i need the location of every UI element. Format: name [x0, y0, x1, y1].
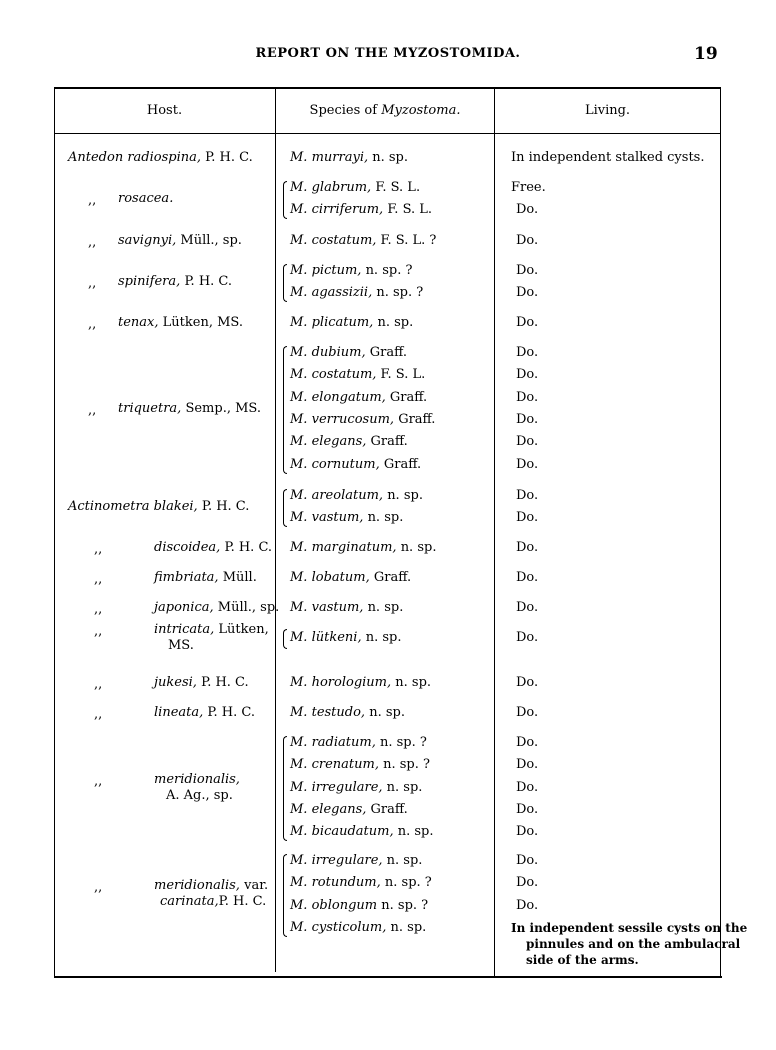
ditto-mark: ,,	[88, 235, 97, 250]
host-line	[154, 600, 279, 616]
species-entry	[290, 898, 428, 914]
host-species: triquetra,	[118, 400, 182, 416]
species-authority: n. sp.	[387, 488, 423, 503]
species-genus: M.	[290, 434, 308, 450]
living-entry: In independent stalked cysts.	[511, 150, 705, 165]
species-authority: Graff.	[398, 411, 436, 427]
species-name: lobatum,	[311, 570, 370, 585]
living-entry: Do.	[516, 735, 539, 750]
species-genus: M.	[290, 180, 308, 195]
host-line	[154, 540, 272, 556]
living-entry: Do.	[516, 875, 539, 891]
ditto-mark: ,,	[94, 880, 103, 896]
species-genus: M.	[290, 345, 308, 360]
species-entry	[290, 824, 434, 840]
host-authority: A. Ag., sp.	[166, 787, 233, 803]
species-genus: M.	[290, 801, 308, 817]
species-genus: M.	[290, 705, 308, 720]
host-species: rosacea.	[118, 191, 174, 207]
living-entry: Do.	[516, 456, 539, 472]
host-cell	[118, 191, 173, 207]
host-authority: P. H. C.	[207, 705, 255, 720]
species-name: murrayi,	[311, 150, 369, 165]
host-cell	[68, 150, 253, 166]
living-entry: pinnules and on the ambulacral	[526, 936, 741, 951]
species-authority: Graff.	[373, 570, 412, 585]
host-line-2	[154, 788, 240, 804]
column-header-species: Species of Myzostoma.	[309, 103, 461, 118]
species-authority: Graff.	[370, 434, 408, 450]
host-species: meridionalis,	[154, 878, 240, 894]
species-authority: Graff.	[389, 389, 428, 405]
species-name: cysticolum,	[311, 919, 387, 935]
living-entry: Do.	[516, 824, 539, 840]
species-genus: M.	[290, 570, 308, 585]
living-entry: Do.	[516, 801, 539, 817]
species-entry	[290, 540, 436, 556]
species-genus: M.	[290, 875, 308, 891]
host-authority: P. H. C.	[201, 499, 250, 515]
species-authority: n. sp.	[369, 705, 405, 720]
species-entry	[290, 488, 423, 504]
species-authority: Graff.	[369, 345, 408, 360]
living-entry: Do.	[516, 630, 539, 645]
species-name: rotundum,	[311, 875, 381, 891]
host-authority: P. H. C.	[224, 540, 273, 555]
column-header-host: Host.	[146, 103, 183, 118]
host-authority: P. H. C.	[205, 150, 253, 165]
group-brace	[283, 854, 287, 937]
species-genus: M.	[290, 510, 308, 526]
species-name: lütkeni,	[311, 630, 362, 645]
species-authority: n. sp. ?	[383, 757, 430, 773]
species-name: elegans,	[311, 801, 367, 817]
ditto-mark: ,,	[88, 276, 97, 292]
running-header: REPORT ON THE MYZOSTOMIDA.	[255, 46, 521, 61]
species-entry	[290, 853, 422, 869]
species-name: radiatum,	[311, 735, 376, 750]
species-genus: M.	[290, 488, 308, 503]
species-genus: M.	[290, 263, 308, 278]
host-genus-species: Actinometra blakei,	[68, 499, 198, 515]
ditto-mark: ,,	[94, 677, 103, 692]
species-entry	[290, 202, 432, 218]
col-divider-1	[275, 87, 276, 972]
species-name: vastum,	[311, 510, 364, 526]
host-species: spinifera,	[118, 274, 181, 290]
species-genus: M.	[290, 367, 308, 383]
species-entry	[290, 757, 430, 773]
right-border	[720, 87, 721, 976]
table-top-rule	[54, 87, 720, 89]
species-entry	[290, 675, 431, 691]
living-entry: Do.	[516, 263, 539, 278]
host-authority: P. H. C.	[201, 675, 249, 690]
species-authority: n. sp.	[372, 150, 409, 165]
living-entry: Do.	[516, 897, 539, 913]
living-entry: In independent sessile cysts on the	[511, 920, 748, 935]
living-entry: Do.	[516, 705, 539, 720]
living-entry: Do.	[516, 315, 539, 330]
living-entry: Do.	[516, 853, 539, 868]
host-genus-species: Antedon radiospina,	[68, 150, 202, 165]
living-entry: Do.	[516, 202, 539, 218]
host-line	[118, 401, 261, 417]
ditto-mark: ,,	[94, 572, 103, 587]
host-line-2	[154, 894, 268, 910]
host-cell	[154, 675, 249, 691]
ditto-mark: ,,	[94, 542, 103, 557]
host-species: lineata,	[154, 705, 204, 720]
group-brace	[283, 264, 287, 302]
host-line	[154, 878, 268, 894]
group-brace	[283, 629, 287, 649]
host-authority: Müll., sp.	[217, 600, 280, 615]
species-authority: F. S. L. ?	[380, 233, 437, 248]
species-authority: n. sp.	[386, 779, 423, 795]
host-authority: P. H. C.	[218, 894, 267, 910]
species-entry	[290, 705, 405, 721]
host-cell	[154, 570, 257, 586]
species-entry	[290, 570, 411, 586]
living-entry: Do.	[516, 411, 539, 427]
species-genus: M.	[290, 824, 308, 840]
host-species: japonica,	[154, 600, 214, 615]
host-line	[118, 191, 173, 207]
host-authority: P. H. C.	[184, 274, 233, 290]
living-entry: Do.	[516, 233, 539, 248]
species-entry	[290, 180, 420, 196]
species-name: costatum,	[311, 233, 377, 248]
species-name: dubium,	[311, 345, 366, 360]
ditto-mark: ,,	[94, 773, 103, 789]
species-entry	[290, 735, 427, 751]
species-name: testudo,	[311, 705, 366, 720]
species-name: cirriferum,	[311, 202, 384, 218]
living-entry: Do.	[516, 757, 539, 773]
host-cell	[118, 233, 242, 249]
ditto-mark: ,,	[94, 624, 103, 639]
header-rule	[54, 133, 720, 134]
species-genus: M.	[290, 600, 308, 615]
species-name: vastum,	[311, 600, 364, 615]
host-authority: Semp., MS.	[185, 400, 261, 416]
living-entry: Free.	[511, 180, 546, 195]
group-brace	[283, 736, 287, 841]
host-species: discoidea,	[154, 540, 221, 555]
species-entry	[290, 434, 408, 450]
host-line	[154, 570, 257, 586]
species-entry	[290, 315, 413, 331]
living-entry: Do.	[516, 540, 539, 555]
species-name: agassizii,	[311, 285, 373, 301]
species-genus: M.	[290, 630, 308, 645]
species-genus: M.	[290, 233, 308, 248]
species-entry	[290, 630, 402, 646]
species-genus: M.	[290, 389, 308, 405]
species-genus: M.	[290, 411, 308, 427]
host-line	[118, 233, 242, 249]
host-cell	[154, 600, 279, 616]
host-line	[118, 315, 243, 331]
species-authority: n. sp. ?	[365, 263, 413, 278]
species-authority: n. sp.	[367, 510, 404, 526]
species-name: irregulare,	[311, 853, 383, 868]
living-entry: side of the arms.	[526, 952, 639, 967]
host-species: savignyi,	[118, 233, 177, 248]
species-authority: n. sp.	[365, 630, 402, 645]
species-name: irregulare,	[311, 779, 383, 795]
species-name: cornutum,	[311, 456, 380, 472]
species-authority: n. sp.	[367, 600, 404, 615]
ditto-mark: ,,	[94, 707, 103, 722]
species-entry	[290, 367, 425, 383]
species-authority: Graff.	[370, 801, 408, 817]
species-name: costatum,	[311, 367, 377, 383]
living-entry: Do.	[516, 389, 539, 405]
species-name: marginatum,	[311, 540, 397, 555]
species-authority: n. sp. ?	[384, 875, 432, 891]
species-genus: M.	[290, 919, 308, 935]
species-genus: M.	[290, 456, 308, 472]
ditto-mark: ,,	[88, 193, 97, 209]
host-cell	[118, 315, 243, 331]
host-authority: Müll., sp.	[180, 233, 242, 248]
species-entry	[290, 457, 421, 473]
species-name: horologium,	[311, 675, 392, 690]
host-cell	[68, 499, 249, 515]
table-bottom-rule	[54, 976, 722, 978]
species-genus: M.	[290, 150, 308, 165]
species-entry	[290, 263, 412, 279]
species-name: verrucosum,	[311, 411, 395, 427]
species-genus: M.	[290, 675, 308, 690]
species-authority: Graff.	[383, 456, 422, 472]
living-entry: Do.	[516, 570, 539, 585]
species-entry	[290, 920, 426, 936]
group-brace	[283, 346, 287, 474]
living-entry: Do.	[516, 510, 539, 526]
host-authority: Müll.	[222, 570, 257, 585]
ditto-mark: ,,	[88, 402, 97, 418]
page-number: 19	[694, 44, 718, 64]
host-species: fimbriata,	[154, 570, 219, 585]
species-genus: M.	[290, 285, 308, 301]
ditto-mark: ,,	[94, 602, 103, 617]
species-authority: n. sp. ?	[381, 897, 429, 913]
species-entry	[290, 510, 403, 526]
host-cell	[154, 772, 240, 804]
species-name: crenatum,	[311, 757, 379, 773]
group-brace	[283, 181, 287, 219]
host-cell	[154, 622, 269, 654]
host-cell	[154, 705, 255, 721]
column-header-living: Living.	[584, 103, 631, 118]
species-entry	[290, 345, 407, 361]
living-entry: Do.	[516, 675, 539, 690]
host-species: intricata,	[154, 622, 215, 637]
living-entry: Do.	[516, 345, 539, 360]
species-entry	[290, 875, 432, 891]
host-variety: carinata,	[160, 894, 219, 910]
host-species: tenax,	[118, 315, 159, 330]
host-cell	[118, 401, 261, 417]
ditto-mark: ,,	[88, 317, 97, 332]
species-entry	[290, 233, 436, 249]
species-name: oblongum	[311, 897, 378, 913]
species-authority: n. sp.	[400, 540, 437, 555]
species-name: elegans,	[311, 434, 367, 450]
species-authority: n. sp.	[377, 315, 414, 330]
species-genus: M.	[290, 315, 308, 330]
species-genus: M.	[290, 897, 308, 913]
species-authority: n. sp. ?	[376, 285, 424, 301]
host-authority: Lütken,	[218, 622, 269, 637]
living-entry: Do.	[516, 367, 539, 383]
col-divider-2	[494, 87, 495, 976]
living-entry: Do.	[516, 488, 539, 503]
host-line-2	[154, 638, 269, 654]
species-genus: M.	[290, 540, 308, 555]
species-entry	[290, 285, 423, 301]
host-authority: MS.	[168, 638, 194, 653]
living-entry: Do.	[516, 600, 539, 615]
host-species: jukesi,	[154, 675, 197, 690]
host-species: meridionalis,	[154, 771, 240, 787]
species-name: areolatum,	[311, 488, 384, 503]
species-name: elongatum,	[311, 389, 386, 405]
species-genus: M.	[290, 779, 308, 795]
species-authority: n. sp.	[386, 853, 423, 868]
species-authority: F. S. L.	[380, 367, 426, 383]
species-genus: M.	[290, 202, 308, 218]
host-line	[154, 772, 240, 788]
host-line	[118, 274, 232, 290]
host-cell	[118, 274, 232, 290]
host-cell	[154, 878, 268, 910]
species-authority: F. S. L.	[375, 180, 421, 195]
host-authority: var.	[244, 878, 269, 894]
species-authority: n. sp.	[390, 919, 427, 935]
species-entry	[290, 150, 408, 166]
left-border	[54, 87, 55, 976]
species-name: bicaudatum,	[311, 824, 394, 840]
host-line	[154, 622, 269, 638]
species-genus: M.	[290, 757, 308, 773]
living-entry: Do.	[516, 434, 539, 450]
group-brace	[283, 489, 287, 527]
species-entry	[290, 600, 403, 616]
species-name: pictum,	[311, 263, 362, 278]
species-entry	[290, 780, 422, 796]
host-line	[154, 705, 255, 721]
species-entry	[290, 412, 435, 428]
species-authority: n. sp.	[395, 675, 432, 690]
species-name: plicatum,	[311, 315, 374, 330]
species-entry	[290, 802, 408, 818]
species-authority: n. sp. ?	[380, 735, 427, 750]
species-authority: F. S. L.	[387, 202, 433, 218]
species-entry	[290, 390, 427, 406]
species-name: glabrum,	[311, 180, 372, 195]
host-line	[154, 675, 249, 691]
species-genus: M.	[290, 853, 308, 868]
species-authority: n. sp.	[397, 824, 434, 840]
living-entry: Do.	[516, 779, 539, 795]
living-entry: Do.	[516, 285, 539, 301]
host-cell	[154, 540, 272, 556]
host-authority: Lütken, MS.	[162, 315, 243, 330]
species-genus: M.	[290, 735, 308, 750]
